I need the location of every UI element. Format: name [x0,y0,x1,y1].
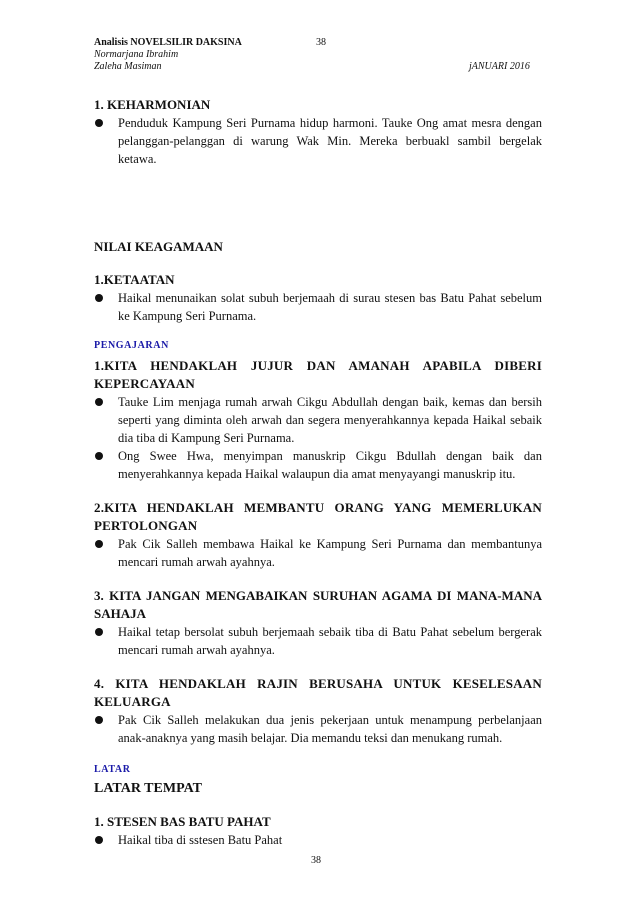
bullet-text: Pak Cik Salleh membawa Haikal ke Kampung Seri Purnama dan membantunya mencari rumah arwah ayahnya. [118,537,542,569]
header-author-2: Zaleha Masiman [94,61,162,72]
stesen-heading: 1. STESEN BAS BATU PAHAT [94,814,271,829]
header-page-number: 38 [316,37,326,48]
bullet-text: Haikal menunaikan solat subuh berjemaah di surau stesen bas Batu Pahat sebelum ke Kampung Seri Purnama. [118,291,542,323]
pengajaran-3-heading: 3. KITA JANGAN MENGABAIKAN SURUHAN AGAMA DI MANA-MANA SAHAJA [94,588,542,621]
keharmonian-heading: 1. KEHARMONIAN [94,97,211,112]
pengajaran-1-heading: 1.KITA HENDAKLAH JUJUR DAN AMANAH APABILA DIBERI KEPERCAYAAN [94,358,542,391]
bullet-item [94,289,542,325]
bullet-text: Pak Cik Salleh melakukan dua jenis pekerjaan untuk menampung perbelanjaan anak-anaknya yang masih belajar. Dia memandu teksi dan menukang rumah. [118,713,542,745]
bullet-item [94,447,542,483]
header-date: jANUARI 2016 [469,61,530,72]
ketaatan-heading: 1.KETAATAN [94,272,175,287]
bullet-text: Tauke Lim menjaga rumah arwah Cikgu Abdullah dengan baik, kemas dan bersih seperti yang diminta oleh arwah dan segera menyerahkannya kepada Haikal sebaik dia tiba di Kampung Seri Purnama. [118,395,542,445]
bullet-icon [94,535,118,571]
bullet-item [94,535,542,571]
bullet-item [94,114,542,168]
nilai-heading: NILAI KEAGAMAAN [94,239,223,254]
bullet-item [94,711,542,747]
bullet-item [94,393,542,447]
bullet-text: Ong Swee Hwa, menyimpan manuskrip Cikgu Bdullah dengan baik dan menyerahkannya kepada Haikal walaupun dia amat menyayangi manuskrip itu. [118,449,542,481]
latar-tempat-heading: LATAR TEMPAT [94,781,202,796]
bullet-icon [94,711,118,747]
pengajaran-4-heading: 4. KITA HENDAKLAH RAJIN BERUSAHA UNTUK KESELESAAN KELUARGA [94,676,542,709]
pengajaran-label: PENGAJARAN [94,340,169,351]
bullet-item [94,831,542,849]
bullet-icon [94,289,118,325]
bullet-icon [94,623,118,659]
footer-page-number: 38 [311,855,321,866]
pengajaran-2-heading: 2.KITA HENDAKLAH MEMBANTU ORANG YANG MEMERLUKAN PERTOLONGAN [94,500,542,533]
bullet-icon [94,831,118,849]
bullet-text: Haikal tiba di sstesen Batu Pahat [118,833,283,847]
bullet-item [94,623,542,659]
bullet-icon [94,447,118,483]
document-body [94,96,542,849]
bullet-icon [94,393,118,447]
bullet-icon [94,114,118,168]
header-author-1: Normarjana Ibrahim [94,49,179,60]
header-title: Analisis NOVELSILIR DAKSINA [94,37,242,48]
bullet-text: Haikal tetap bersolat subuh berjemaah sebaik tiba di Batu Pahat sebelum bergerak mencari rumah arwah ayahnya. [118,625,542,657]
bullet-text: Penduduk Kampung Seri Purnama hidup harmoni. Tauke Ong amat mesra dengan pelanggan-pelanggan di warung Wak Min. Mereka berbuakl sambil bergelak ketawa. [118,116,542,166]
latar-label: LATAR [94,764,131,775]
